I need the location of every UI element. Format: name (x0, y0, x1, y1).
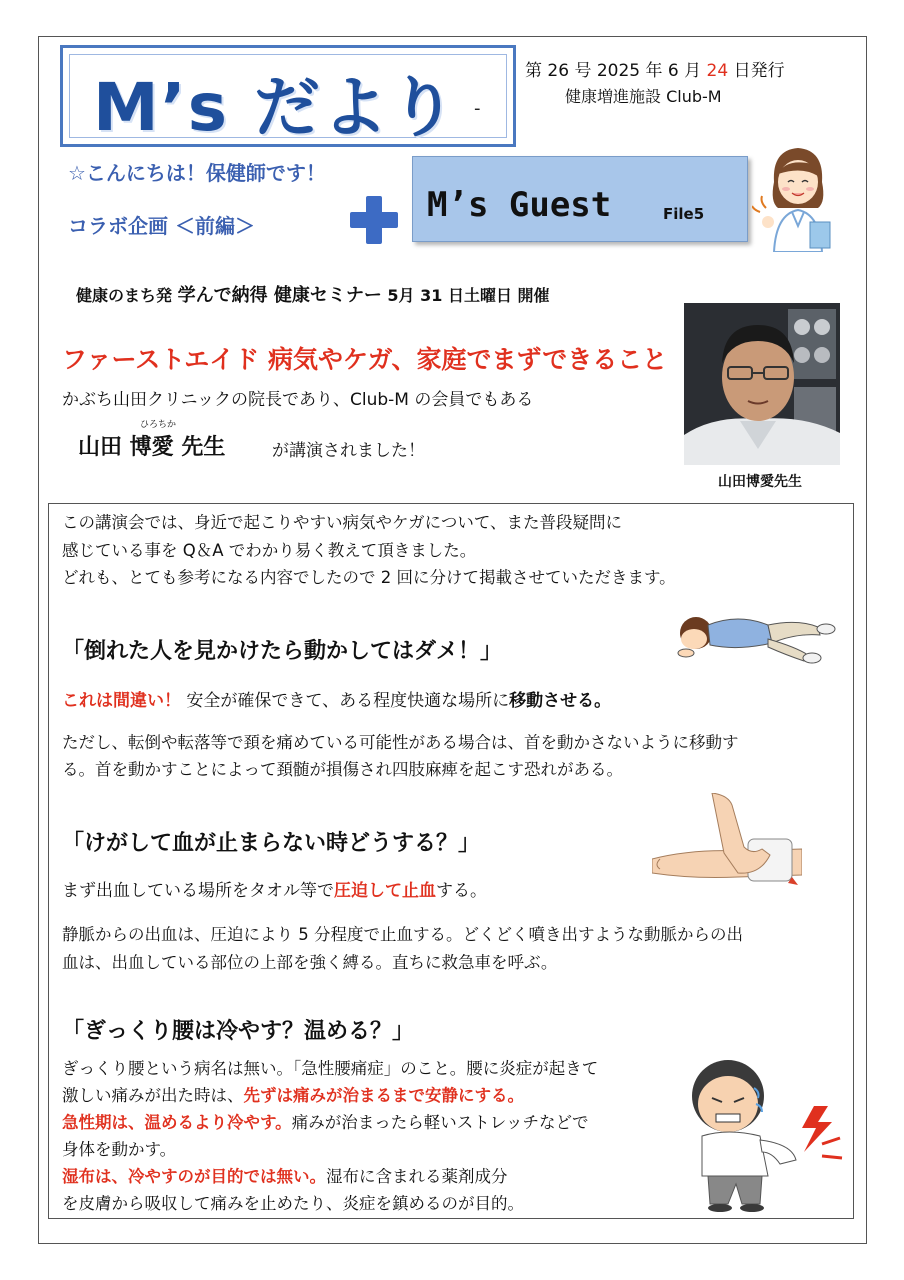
speaker-ruby: ひろちか (140, 420, 177, 430)
speaker-name: 山田 博愛 先生 (78, 435, 226, 460)
greeting: ☆こんにちは！保健師です！ (68, 161, 326, 185)
q3-line-2-red: 先ずは痛みが治まるまで安静にする。 (243, 1086, 524, 1105)
seminar-line (76, 281, 550, 307)
q2-title: 「けがして血が止まらない時どうする？」 (62, 831, 481, 856)
headline: ファーストエイド 病気やケガ、家庭でまずできること (62, 345, 668, 374)
newsletter-title: M’s だより (93, 69, 459, 146)
plus-icon-bar (350, 212, 398, 228)
issue-info (525, 56, 785, 81)
nurse-illustration (752, 142, 844, 252)
speaker-suffix: が講演されました！ (272, 441, 425, 461)
photo-caption: 山田博愛先生 (718, 474, 802, 490)
issue-prefix: 第 26 号 2025 年 6 月 (525, 61, 707, 81)
q1-answer-red: これは間違い！ (62, 691, 181, 711)
q3-line-2 (62, 1083, 524, 1109)
pressure-bandage-illustration (652, 793, 802, 889)
q2-body-1: 静脈からの出血は、圧迫により 5 分程度で止血する。どくどく噴き出すような動脈からの出 (62, 925, 743, 944)
back-pain-illustration (672, 1048, 852, 1212)
fallen-person-illustration (668, 603, 836, 665)
q3-line-3-red: 急性期は、温めるより冷やす。 (62, 1113, 292, 1132)
q1-body-1: ただし、転倒や転落等で頚を痛めている可能性がある場合は、首を動かさないように移動す (62, 733, 739, 752)
q1-title: 「倒れた人を見かけたら動かしてはダメ！」 (62, 639, 503, 664)
q3-line-3 (62, 1110, 589, 1136)
lead-line-3: どれも、とても参考になる内容でしたので 2 回に分けて掲載させていただきます。 (62, 568, 676, 587)
issue-day: 24 (706, 61, 729, 81)
q3-line-1: ぎっくり腰という病名は無い。「急性腰痛症」のこと。腰に炎症が起きて (62, 1059, 599, 1078)
collab-label: コラボ企画 ＜前編＞ (68, 214, 255, 238)
q2-line-1-a: まず出血している場所をタオル等で (62, 881, 334, 901)
q1-answer-bold: 移動させる。 (509, 691, 612, 711)
intro-text: かぶち山田クリニックの院長であり、Club-M の会員でもある (62, 390, 534, 410)
issue-suffix: 日発行 (728, 61, 785, 81)
seminar-title: 学んで納得 健康セミナー (177, 285, 382, 306)
guest-banner (412, 156, 748, 242)
facility-name: 健康増進施設 Club-M (565, 87, 722, 106)
masthead-dash: - (474, 98, 481, 119)
doctor-photo (684, 303, 840, 465)
q3-line-2-a: 激しい痛みが出た時は、 (62, 1086, 244, 1105)
q1-answer-text: 安全が確保できて、ある程度快適な場所に (181, 691, 510, 711)
lead-line-2: 感じている事を Q＆A でわかり易く教えて頂きました。 (62, 541, 477, 560)
q2-line-1-red: 圧迫して止血 (334, 881, 436, 901)
q1-body-2: る。首を動かすことによって頚髄が損傷され四肢麻痺を起こす恐れがある。 (62, 760, 623, 779)
q3-line-5 (62, 1164, 508, 1190)
q3-line-5-b: 湿布に含まれる薬剤成分 (326, 1167, 508, 1186)
q2-line-1 (62, 878, 487, 904)
q1-answer (62, 688, 611, 714)
q2-line-1-b: する。 (436, 881, 487, 901)
q2-body-2: 血は、出血している部位の上部を強く縛る。直ちに救急車を呼ぶ。 (62, 953, 558, 972)
lead-line-1: この講演会では、身近で起こりやすい病気やケガについて、また普段疑問に (62, 513, 623, 532)
seminar-date: 5月 31 日土曜日 開催 (381, 286, 550, 305)
q3-line-6: を皮膚から吸収して痛みを止めたり、炎症を鎮めるのが目的。 (62, 1194, 524, 1213)
q3-line-3-b: 痛みが治まったら軽いストレッチなどで (291, 1113, 589, 1132)
seminar-origin: 健康のまち発 (76, 286, 178, 305)
guest-title: M’s Guest (427, 185, 612, 225)
masthead-logo (60, 45, 516, 147)
q3-title: 「ぎっくり腰は冷やす？温める？」 (62, 1019, 415, 1044)
q3-line-4: 身体を動かす。 (62, 1140, 177, 1159)
guest-file: File5 (663, 205, 705, 223)
q3-line-5-red: 湿布は、冷やすのが目的では無い。 (62, 1167, 326, 1186)
